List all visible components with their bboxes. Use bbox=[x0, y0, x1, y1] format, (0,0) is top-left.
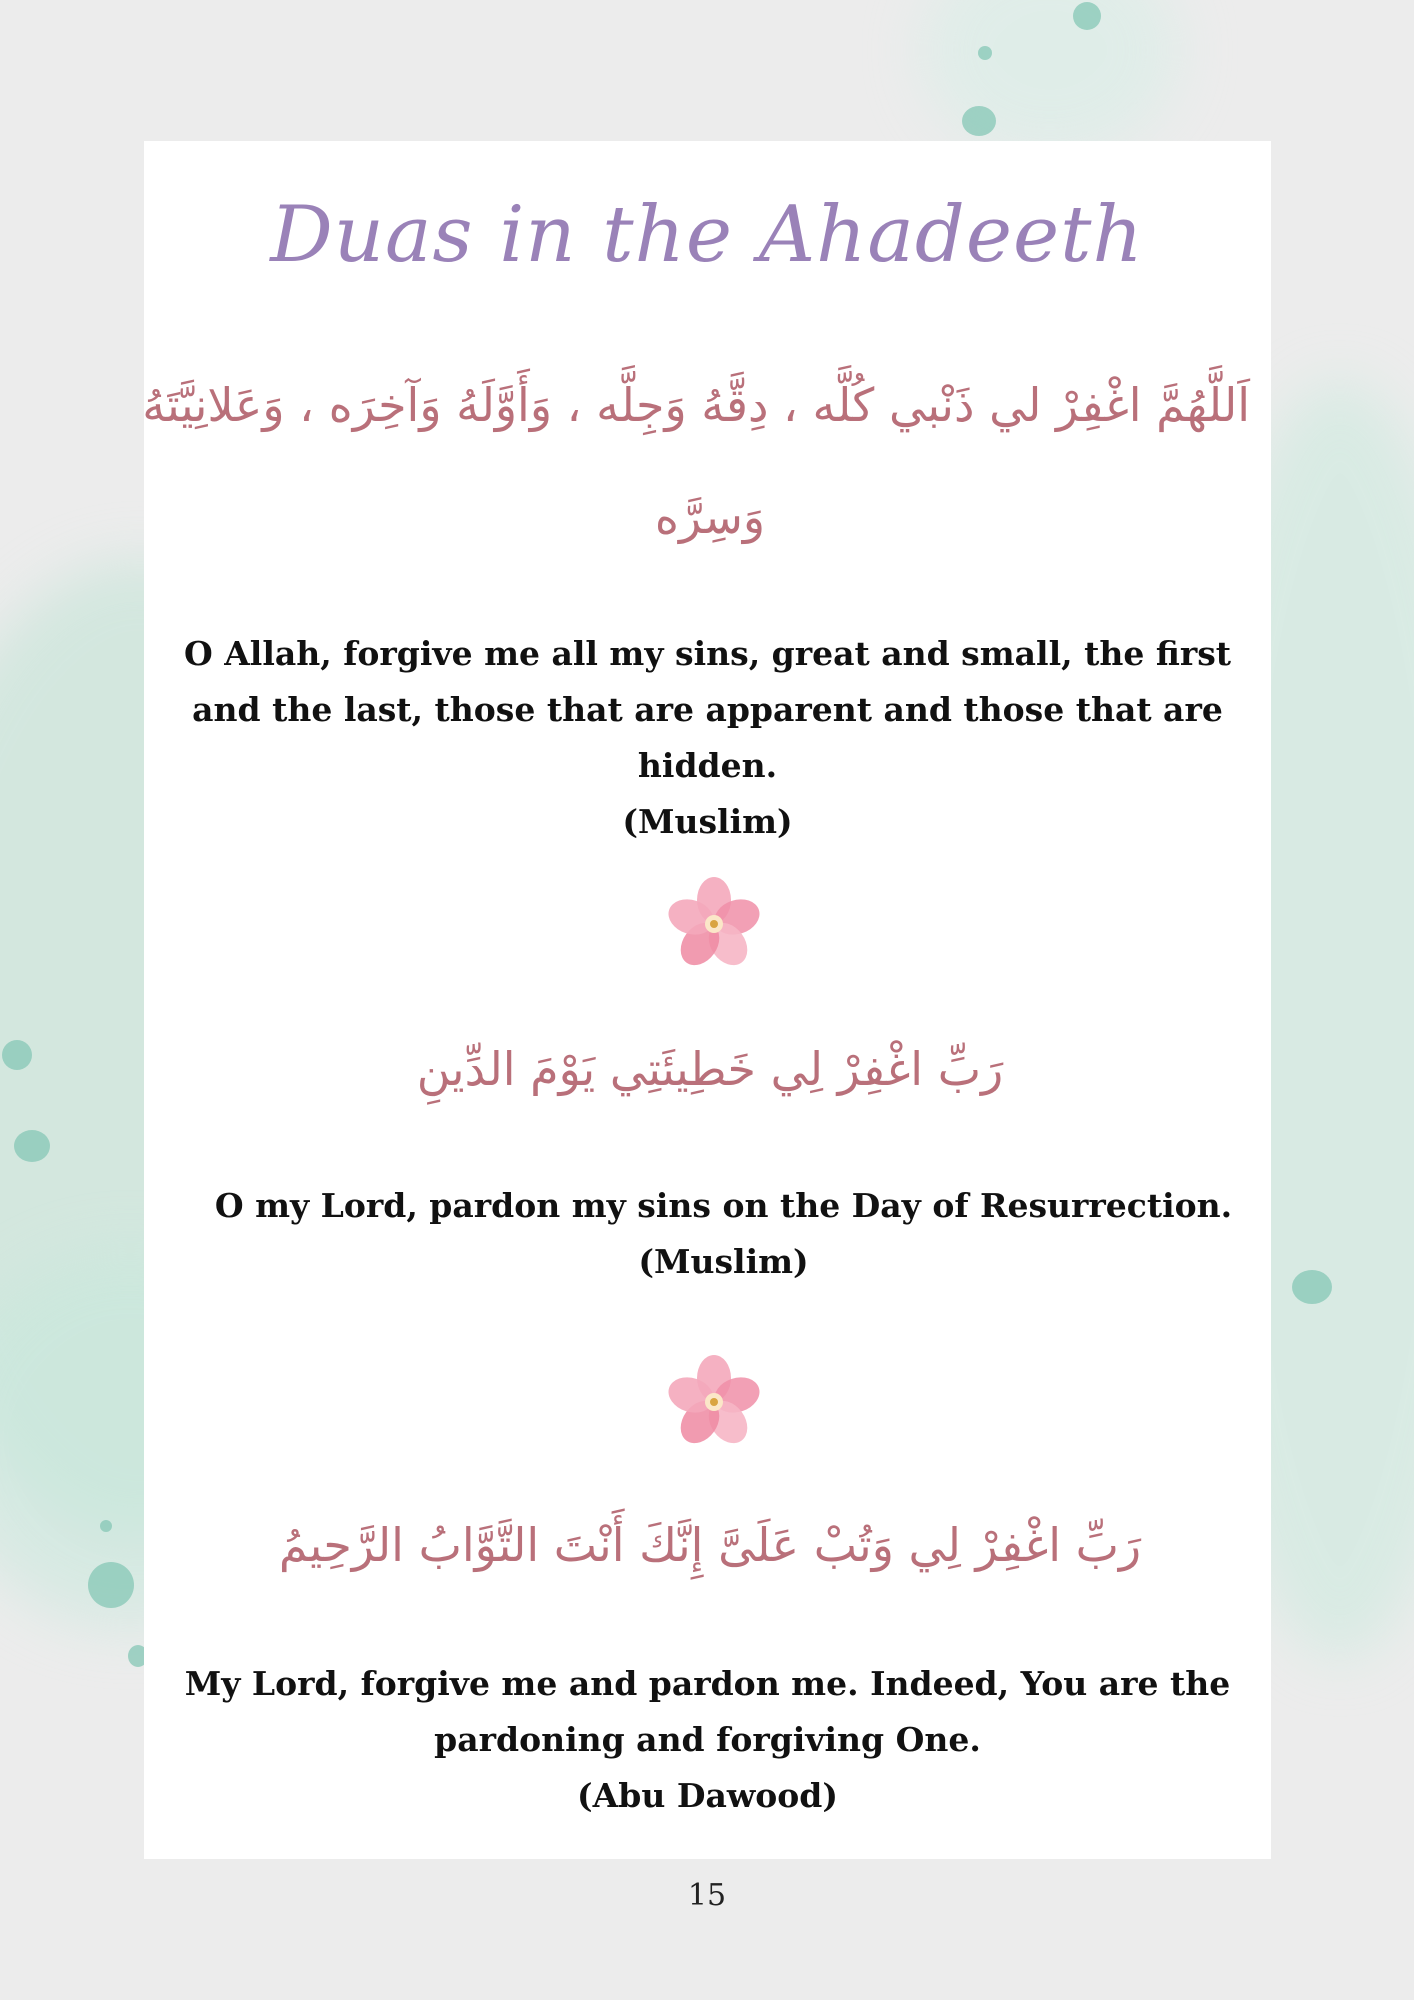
dua-2-arabic-line-1: رَبِّ اغْفِرْ لِي خَطِيئَتِي يَوْمَ الدِّينِ bbox=[416, 1042, 1004, 1096]
dua-1-translation-line: hidden. bbox=[637, 746, 778, 785]
dua-2-source: (Muslim) bbox=[638, 1242, 809, 1281]
dua-3-translation-line: pardoning and forgiving One. bbox=[434, 1720, 981, 1759]
dua-3-translation bbox=[144, 1656, 1271, 1824]
flower-stamen bbox=[710, 920, 718, 928]
paint-splash-dot bbox=[14, 1130, 50, 1162]
paint-splash-dot bbox=[100, 1520, 112, 1532]
paint-splash-dot bbox=[1073, 2, 1101, 30]
dua-1-translation-line: O Allah, forgive me all my sins, great and small, the first bbox=[183, 634, 1232, 673]
dua-2-translation-line: O my Lord, pardon my sins on the Day of Resurrection. bbox=[214, 1186, 1233, 1225]
paint-splash-dot bbox=[978, 46, 992, 60]
dua-2-translation bbox=[160, 1178, 1287, 1290]
paint-splash-dot bbox=[1292, 1270, 1332, 1304]
dua-3-translation-line: My Lord, forgive me and pardon me. Indeed, You are the bbox=[184, 1664, 1231, 1703]
dua-1-translation bbox=[144, 626, 1271, 850]
dua-1-source: (Muslim) bbox=[622, 802, 793, 841]
paint-splash-dot bbox=[88, 1562, 134, 1608]
watercolor-wash-top-right bbox=[920, 0, 1180, 160]
flower-stamen bbox=[710, 1398, 718, 1406]
pink-flower-icon bbox=[664, 874, 764, 974]
dua-1-arabic-line-1: اَللَّهُمَّ اغْفِرْ لي ذَنْبي كُلَّه ، دِقَّهُ وَجِلَّه ، وَأَوَّلَهُ وَآخِرَه ، وَعَلانِيَّتَهُ bbox=[142, 378, 1250, 432]
paint-splash-dot bbox=[962, 106, 996, 136]
dua-3-source: (Abu Dawood) bbox=[577, 1776, 838, 1815]
page-number: 15 bbox=[687, 1878, 727, 1913]
dua-3-arabic-line-1: رَبِّ اغْفِرْ لِي وَتُبْ عَلَىَّ إِنَّكَ أَنْتَ التَّوَّابُ الرَّحِيمُ bbox=[278, 1518, 1142, 1572]
paint-splash-dot bbox=[2, 1040, 32, 1070]
dua-1-translation-line: and the last, those that are apparent and those that are bbox=[192, 690, 1223, 729]
pink-flower-icon bbox=[664, 1352, 764, 1452]
page-title: Duas in the Ahadeeth bbox=[270, 190, 1144, 280]
dua-1-arabic-line-2: وَسِرَّه bbox=[654, 490, 766, 544]
